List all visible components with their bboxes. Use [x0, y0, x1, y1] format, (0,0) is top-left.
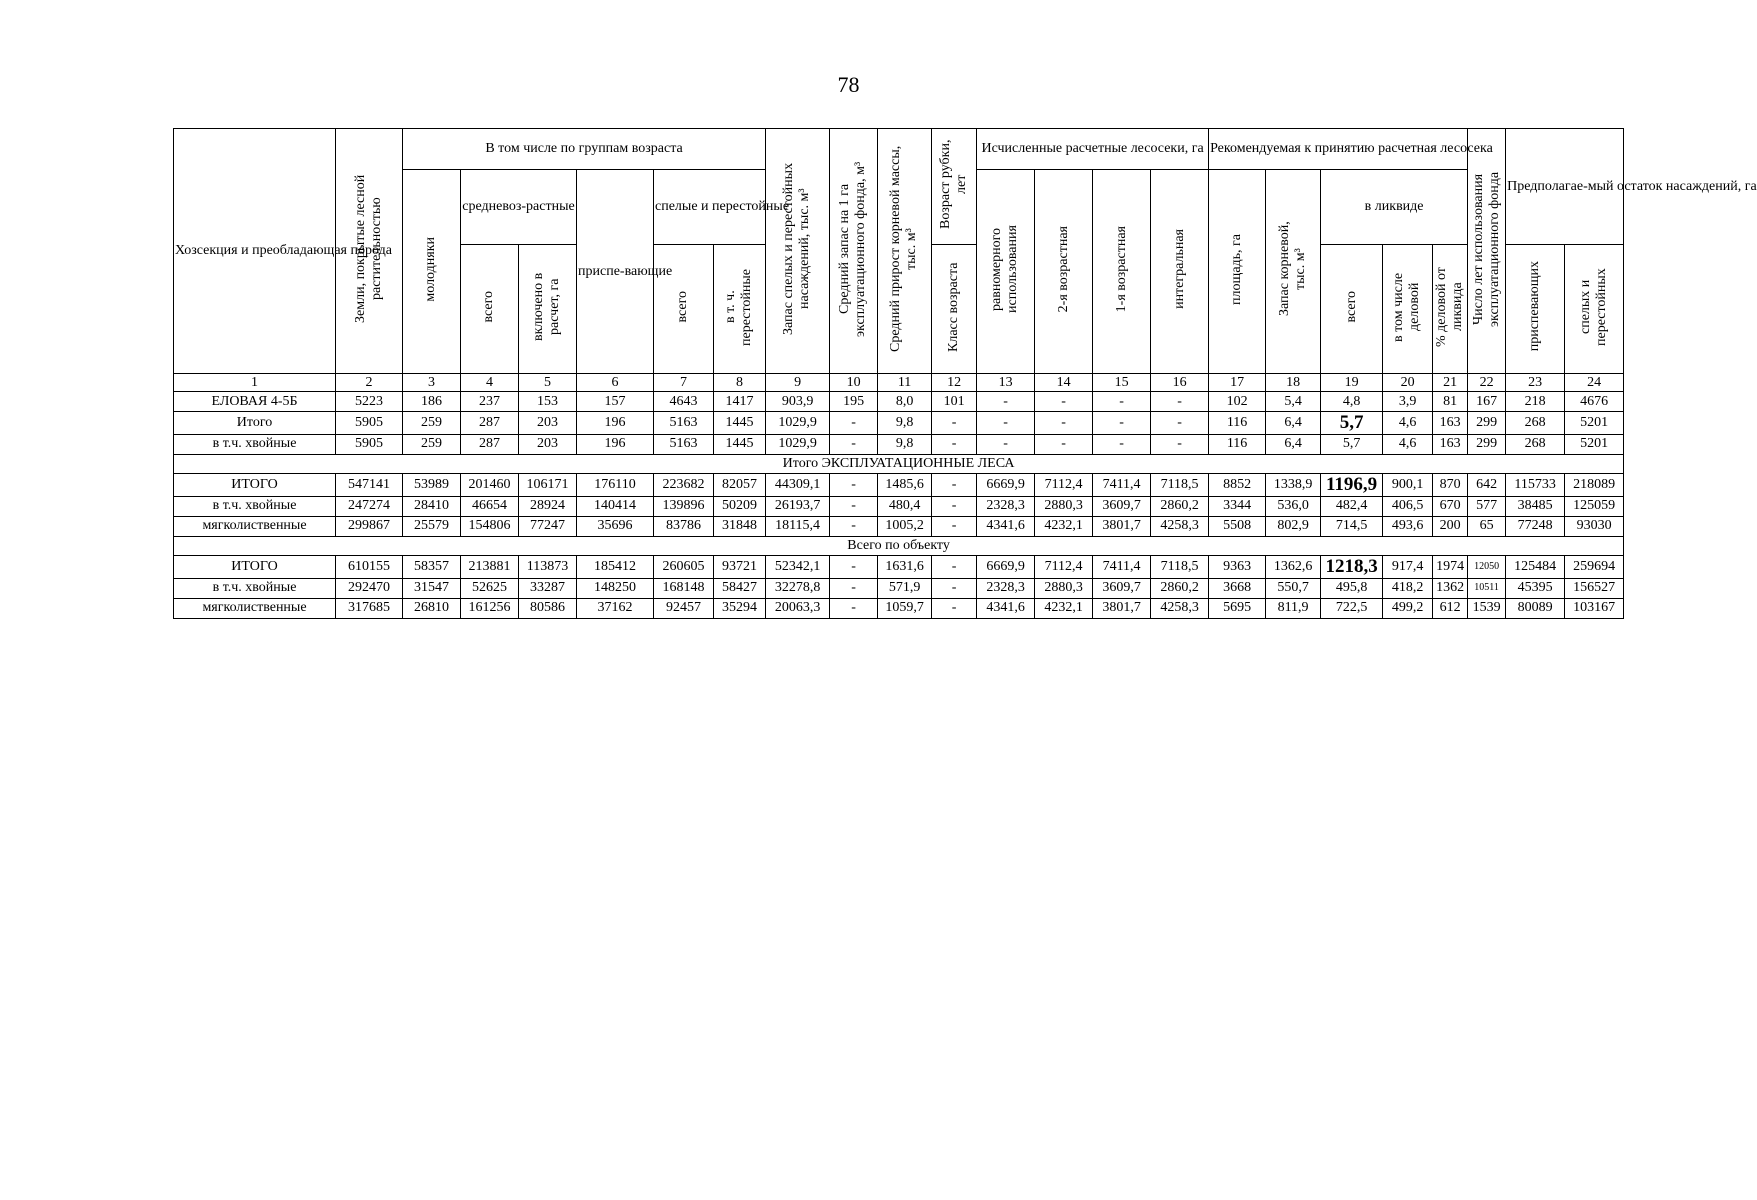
table-cell: 5905 — [336, 412, 403, 435]
table-cell: 4341,6 — [977, 598, 1035, 618]
row-label: мягколиственные — [174, 516, 336, 536]
table-cell: 1029,9 — [766, 412, 830, 435]
table-cell: - — [932, 496, 977, 516]
table-cell: - — [932, 578, 977, 598]
table-cell: 38485 — [1506, 496, 1565, 516]
table-cell: 2328,3 — [977, 578, 1035, 598]
table-cell: 917,4 — [1383, 555, 1433, 578]
table-cell: - — [932, 412, 977, 435]
table-cell: 5163 — [654, 434, 714, 454]
table-cell: 4,6 — [1383, 412, 1433, 435]
table-cell: 167 — [1468, 392, 1506, 412]
table-cell: 299 — [1468, 412, 1506, 435]
header-middle-aged: средневоз-растные — [461, 170, 577, 245]
table-cell: 3344 — [1209, 496, 1266, 516]
table-cell: 499,2 — [1383, 598, 1433, 618]
table-cell: 1005,2 — [878, 516, 932, 536]
column-number: 20 — [1383, 374, 1433, 392]
table-cell: 292470 — [336, 578, 403, 598]
table-cell: 163 — [1433, 434, 1468, 454]
column-number: 7 — [654, 374, 714, 392]
table-cell: 2880,3 — [1035, 496, 1093, 516]
column-number: 3 — [403, 374, 461, 392]
table-cell: 1362 — [1433, 578, 1468, 598]
header-remainder-mature: спелых и перестойных — [1565, 245, 1624, 374]
header-remainder-premature: приспевающих — [1506, 245, 1565, 374]
row-label: в т.ч. хвойные — [174, 578, 336, 598]
header-liquid: в ликвиде — [1321, 170, 1468, 245]
header-mature-total: всего — [654, 245, 714, 374]
table-cell: - — [932, 516, 977, 536]
table-cell: 195 — [830, 392, 878, 412]
table-cell: - — [830, 434, 878, 454]
table-cell: 2860,2 — [1151, 578, 1209, 598]
table-cell: - — [1035, 412, 1093, 435]
header-calculated-areas: Исчисленные расчетные лесосеки, га — [977, 129, 1209, 170]
table-cell: 247274 — [336, 496, 403, 516]
table-cell: 722,5 — [1321, 598, 1383, 618]
table-cell: 259 — [403, 412, 461, 435]
table-cell: 25579 — [403, 516, 461, 536]
column-number: 21 — [1433, 374, 1468, 392]
table-cell: 203 — [519, 412, 577, 435]
header-age-groups: В том числе по группам возраста — [403, 129, 766, 170]
header-mature-stock: Запас спелых и перестойных насаждений, тыс. м³ — [766, 129, 830, 374]
table-cell: 299867 — [336, 516, 403, 536]
header-uniform-use: равномерного использования — [977, 170, 1035, 374]
table-cell: 1631,6 — [878, 555, 932, 578]
table-cell: 7112,4 — [1035, 555, 1093, 578]
table-cell: - — [1151, 392, 1209, 412]
table-cell: 480,4 — [878, 496, 932, 516]
table-cell: 26810 — [403, 598, 461, 618]
table-cell: 213881 — [461, 555, 519, 578]
table-cell: - — [1093, 434, 1151, 454]
table-cell: 7112,4 — [1035, 473, 1093, 496]
section-title-exploitation: Итого ЭКСПЛУАТАЦИОННЫЕ ЛЕСА — [174, 454, 1624, 473]
table-cell: 161256 — [461, 598, 519, 618]
table-cell: 37162 — [577, 598, 654, 618]
header-years-of-use: Число лет использования эксплуатационного фонда — [1468, 129, 1506, 374]
section-title-total: Всего по объекту — [174, 536, 1624, 555]
table-cell: 196 — [577, 434, 654, 454]
table-cell: 1029,9 — [766, 434, 830, 454]
table-cell: 7118,5 — [1151, 555, 1209, 578]
table-cell: 163 — [1433, 412, 1468, 435]
table-cell: - — [830, 555, 878, 578]
table-cell: 4341,6 — [977, 516, 1035, 536]
table-row — [174, 434, 1624, 454]
table-cell: - — [830, 496, 878, 516]
table-cell: 7411,4 — [1093, 473, 1151, 496]
column-number: 18 — [1266, 374, 1321, 392]
table-cell: 4643 — [654, 392, 714, 412]
header-mature: спелые и перестойные — [654, 170, 766, 245]
table-cell: 612 — [1433, 598, 1468, 618]
table-cell: 4258,3 — [1151, 516, 1209, 536]
table-cell: 101 — [932, 392, 977, 412]
table-cell: 200 — [1433, 516, 1468, 536]
table-cell: 28924 — [519, 496, 577, 516]
table-cell: - — [932, 473, 977, 496]
table-cell: 5508 — [1209, 516, 1266, 536]
row-label: ИТОГО — [174, 555, 336, 578]
row-label: Итого — [174, 412, 336, 435]
table-cell: 115733 — [1506, 473, 1565, 496]
table-cell: 10511 — [1468, 578, 1506, 598]
table-cell: 5,4 — [1266, 392, 1321, 412]
table-cell: - — [932, 434, 977, 454]
table-cell: 83786 — [654, 516, 714, 536]
column-number: 14 — [1035, 374, 1093, 392]
header-young: молодняки — [403, 170, 461, 374]
table-cell: 65 — [1468, 516, 1506, 536]
table-cell: 2880,3 — [1035, 578, 1093, 598]
table-cell: 4,8 — [1321, 392, 1383, 412]
header-age-class: Класс возраста — [932, 245, 977, 374]
table-cell: 550,7 — [1266, 578, 1321, 598]
table-cell: - — [932, 598, 977, 618]
table-cell: 3609,7 — [1093, 496, 1151, 516]
table-cell: 33287 — [519, 578, 577, 598]
table-cell: 547141 — [336, 473, 403, 496]
header-business-percent: % деловой от ликвида — [1433, 245, 1468, 374]
table-cell: 811,9 — [1266, 598, 1321, 618]
table-cell: 58427 — [714, 578, 766, 598]
table-cell: 5,7 — [1321, 434, 1383, 454]
header-cutting-age: Возраст рубки, лет — [932, 129, 977, 245]
table-cell: 3609,7 — [1093, 578, 1151, 598]
table-cell: 125484 — [1506, 555, 1565, 578]
table-cell: 1485,6 — [878, 473, 932, 496]
table-cell: 287 — [461, 434, 519, 454]
header-root-stock: Запас корневой, тыс. м³ — [1266, 170, 1321, 374]
table-cell: 154806 — [461, 516, 519, 536]
table-cell: 299 — [1468, 434, 1506, 454]
table-cell: 4,6 — [1383, 434, 1433, 454]
table-cell: 268 — [1506, 412, 1565, 435]
table-row — [174, 516, 1624, 536]
table-cell: 1218,3 — [1321, 555, 1383, 578]
table-cell: 4232,1 — [1035, 598, 1093, 618]
table-cell: 203 — [519, 434, 577, 454]
table-cell: 186 — [403, 392, 461, 412]
column-number: 24 — [1565, 374, 1624, 392]
table-cell: 196 — [577, 412, 654, 435]
header-area: площадь, га — [1209, 170, 1266, 374]
column-number: 22 — [1468, 374, 1506, 392]
table-cell: 5223 — [336, 392, 403, 412]
column-number: 15 — [1093, 374, 1151, 392]
row-label: ИТОГО — [174, 473, 336, 496]
table-cell: 577 — [1468, 496, 1506, 516]
row-label: в т.ч. хвойные — [174, 496, 336, 516]
table-cell: 58357 — [403, 555, 461, 578]
table-row — [174, 392, 1624, 412]
table-cell: 9363 — [1209, 555, 1266, 578]
table-cell: 7118,5 — [1151, 473, 1209, 496]
table-cell: 93721 — [714, 555, 766, 578]
table-cell: 148250 — [577, 578, 654, 598]
table-cell: 168148 — [654, 578, 714, 598]
table-cell: 116 — [1209, 434, 1266, 454]
table-cell: 18115,4 — [766, 516, 830, 536]
table-cell: 482,4 — [1321, 496, 1383, 516]
table-cell: - — [977, 434, 1035, 454]
header-liquid-total: всего — [1321, 245, 1383, 374]
column-number: 16 — [1151, 374, 1209, 392]
table-cell: 3,9 — [1383, 392, 1433, 412]
table-cell: 4232,1 — [1035, 516, 1093, 536]
header-covered-lands: Земли, покрытые лесной растительностью — [336, 129, 403, 374]
table-row — [174, 496, 1624, 516]
table-cell: 900,1 — [1383, 473, 1433, 496]
table-cell: - — [830, 578, 878, 598]
table-cell: 406,5 — [1383, 496, 1433, 516]
table-cell: 259694 — [1565, 555, 1624, 578]
column-numbers-row — [174, 374, 1624, 392]
table-cell: - — [830, 516, 878, 536]
column-number: 12 — [932, 374, 977, 392]
forest-cutting-table — [173, 128, 1757, 619]
table-cell: 139896 — [654, 496, 714, 516]
table-cell: 52342,1 — [766, 555, 830, 578]
table-cell: 157 — [577, 392, 654, 412]
table-cell: 1338,9 — [1266, 473, 1321, 496]
table-cell: 156527 — [1565, 578, 1624, 598]
header-mature-overmature: в т. ч. перестойные — [714, 245, 766, 374]
table-cell: - — [830, 412, 878, 435]
table-cell: 870 — [1433, 473, 1468, 496]
column-number: 8 — [714, 374, 766, 392]
table-cell: 493,6 — [1383, 516, 1433, 536]
table-cell: 93030 — [1565, 516, 1624, 536]
row-label: в т.ч. хвойные — [174, 434, 336, 454]
table-cell: 317685 — [336, 598, 403, 618]
table-cell: 153 — [519, 392, 577, 412]
table-cell: 903,9 — [766, 392, 830, 412]
header-integral: интегральная — [1151, 170, 1209, 374]
header-middle-included: включено в расчет, га — [519, 245, 577, 374]
table-cell: 9,8 — [878, 412, 932, 435]
header-hozsection: Хозсекция и преобладающая порода — [174, 129, 336, 374]
table-cell: 536,0 — [1266, 496, 1321, 516]
table-cell: 2328,3 — [977, 496, 1035, 516]
table-cell: 259 — [403, 434, 461, 454]
table-cell: - — [830, 473, 878, 496]
header-average-stock: Средний запас на 1 га эксплуатационного фонда, м³ — [830, 129, 878, 374]
table-cell: 571,9 — [878, 578, 932, 598]
table-cell: 45395 — [1506, 578, 1565, 598]
table-cell: 1539 — [1468, 598, 1506, 618]
table-cell: 714,5 — [1321, 516, 1383, 536]
header-recommended-area: Рекомендуемая к принятию расчетная лесосека — [1209, 129, 1468, 170]
table-cell: 113873 — [519, 555, 577, 578]
column-number: 23 — [1506, 374, 1565, 392]
table-cell: 35696 — [577, 516, 654, 536]
table-cell: 2860,2 — [1151, 496, 1209, 516]
table-row — [174, 473, 1624, 496]
table-row — [174, 578, 1624, 598]
row-label: мягколиственные — [174, 598, 336, 618]
table-cell: 287 — [461, 412, 519, 435]
table-cell: 6669,9 — [977, 473, 1035, 496]
table-cell: 8852 — [1209, 473, 1266, 496]
table-cell: - — [1151, 434, 1209, 454]
table-cell: 201460 — [461, 473, 519, 496]
table-cell: 8,0 — [878, 392, 932, 412]
header-middle-total: всего — [461, 245, 519, 374]
table-cell: - — [830, 598, 878, 618]
table-cell: 50209 — [714, 496, 766, 516]
table-cell: - — [1093, 412, 1151, 435]
table-cell: 80089 — [1506, 598, 1565, 618]
table-cell: 125059 — [1565, 496, 1624, 516]
table-cell: 28410 — [403, 496, 461, 516]
table-cell: 5201 — [1565, 434, 1624, 454]
column-number: 13 — [977, 374, 1035, 392]
table-cell: 46654 — [461, 496, 519, 516]
table-cell: 268 — [1506, 434, 1565, 454]
table-cell: 81 — [1433, 392, 1468, 412]
table-cell: 418,2 — [1383, 578, 1433, 598]
table-cell: 82057 — [714, 473, 766, 496]
table-cell: 6,4 — [1266, 412, 1321, 435]
column-number: 4 — [461, 374, 519, 392]
table-cell: 44309,1 — [766, 473, 830, 496]
table-cell: 1059,7 — [878, 598, 932, 618]
table-cell: - — [1035, 392, 1093, 412]
table-cell: 35294 — [714, 598, 766, 618]
table-cell: 5201 — [1565, 412, 1624, 435]
table-cell: 80586 — [519, 598, 577, 618]
table-cell: 218089 — [1565, 473, 1624, 496]
table-row — [174, 555, 1624, 578]
header-premature: приспе-вающие — [577, 170, 654, 374]
table-cell: 1362,6 — [1266, 555, 1321, 578]
table-row — [174, 598, 1624, 618]
table-cell: 4676 — [1565, 392, 1624, 412]
table-cell: 32278,8 — [766, 578, 830, 598]
table-cell: 106171 — [519, 473, 577, 496]
table-cell: - — [1035, 434, 1093, 454]
header-remainder: Предполагае-мый остаток насаждений, га — [1506, 129, 1624, 245]
table-cell: - — [932, 555, 977, 578]
row-label: ЕЛОВАЯ 4-5Б — [174, 392, 336, 412]
table-cell: 77247 — [519, 516, 577, 536]
table-cell: 31848 — [714, 516, 766, 536]
column-number: 9 — [766, 374, 830, 392]
table-cell: 20063,3 — [766, 598, 830, 618]
header-first-age: 1-я возрастная — [1093, 170, 1151, 374]
table-cell: 7411,4 — [1093, 555, 1151, 578]
header-liquid-business: в том числе деловой — [1383, 245, 1433, 374]
table-cell: 237 — [461, 392, 519, 412]
table-cell: 26193,7 — [766, 496, 830, 516]
table-cell: 218 — [1506, 392, 1565, 412]
table-cell: 1445 — [714, 434, 766, 454]
table-cell: 4258,3 — [1151, 598, 1209, 618]
table-cell: 3668 — [1209, 578, 1266, 598]
table-cell: 103167 — [1565, 598, 1624, 618]
table-cell: - — [1093, 392, 1151, 412]
column-number: 5 — [519, 374, 577, 392]
table-cell: 495,8 — [1321, 578, 1383, 598]
table-cell: 77248 — [1506, 516, 1565, 536]
table-cell: 5905 — [336, 434, 403, 454]
table-cell: - — [977, 412, 1035, 435]
table-cell: 5,7 — [1321, 412, 1383, 435]
table-cell: 1417 — [714, 392, 766, 412]
table-cell: 1196,9 — [1321, 473, 1383, 496]
table-cell: 52625 — [461, 578, 519, 598]
table-cell: 1445 — [714, 412, 766, 435]
table-cell: 3801,7 — [1093, 598, 1151, 618]
table-cell: 102 — [1209, 392, 1266, 412]
column-number: 11 — [878, 374, 932, 392]
column-number: 2 — [336, 374, 403, 392]
table-cell: 176110 — [577, 473, 654, 496]
table-cell: 260605 — [654, 555, 714, 578]
table-cell: 610155 — [336, 555, 403, 578]
page-number: 78 — [837, 72, 860, 97]
column-number: 1 — [174, 374, 336, 392]
column-number: 6 — [577, 374, 654, 392]
table-cell: 53989 — [403, 473, 461, 496]
table-cell: 223682 — [654, 473, 714, 496]
table-cell: 6669,9 — [977, 555, 1035, 578]
table-cell: 12050 — [1468, 555, 1506, 578]
table-cell: 5163 — [654, 412, 714, 435]
table-cell: 116 — [1209, 412, 1266, 435]
header-second-age: 2-я возрастная — [1035, 170, 1093, 374]
table-cell: 802,9 — [1266, 516, 1321, 536]
table-cell: 92457 — [654, 598, 714, 618]
table-cell: 6,4 — [1266, 434, 1321, 454]
table-row — [174, 412, 1624, 435]
table-cell: 31547 — [403, 578, 461, 598]
table-cell: 3801,7 — [1093, 516, 1151, 536]
table-cell: - — [1151, 412, 1209, 435]
table-cell: - — [977, 392, 1035, 412]
column-number: 10 — [830, 374, 878, 392]
column-number: 19 — [1321, 374, 1383, 392]
table-cell: 185412 — [577, 555, 654, 578]
header-average-growth: Средний прирост корневой массы, тыс. м³ — [878, 129, 932, 374]
table-cell: 9,8 — [878, 434, 932, 454]
table-cell: 642 — [1468, 473, 1506, 496]
table-cell: 140414 — [577, 496, 654, 516]
table-cell: 1974 — [1433, 555, 1468, 578]
column-number: 17 — [1209, 374, 1266, 392]
table-cell: 670 — [1433, 496, 1468, 516]
table-cell: 5695 — [1209, 598, 1266, 618]
